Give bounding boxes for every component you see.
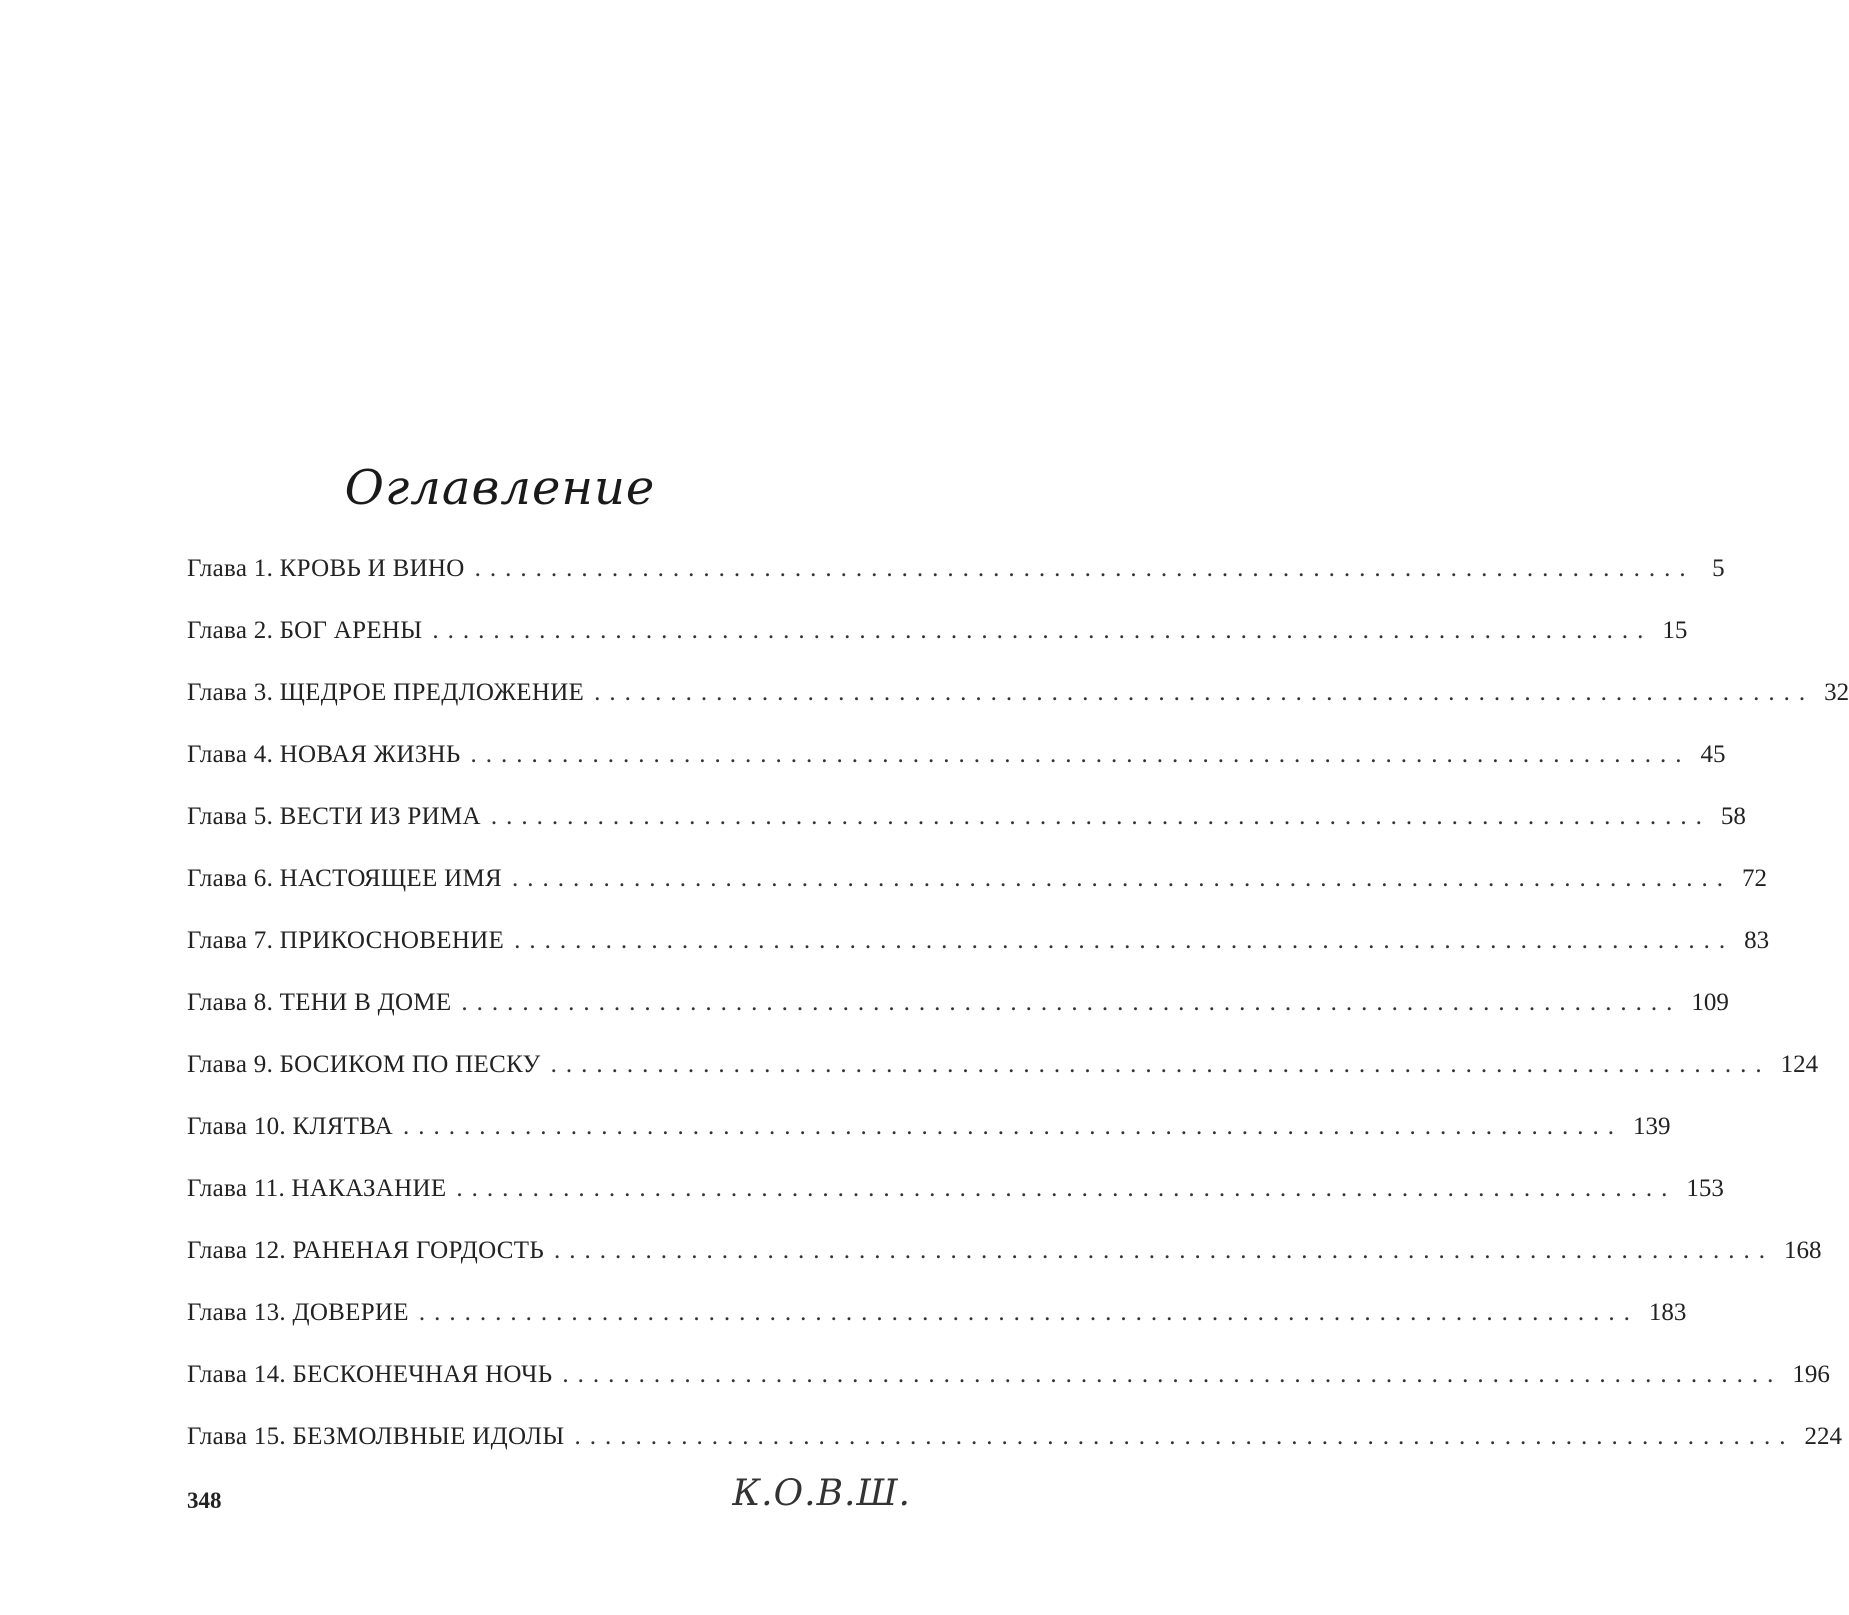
dot-leader: ................................................................................ <box>594 679 1815 706</box>
toc-entry-title: Глава 9. БОСИКОМ ПО ПЕСКУ <box>187 1051 541 1078</box>
toc-entry-page: 32 <box>1824 679 1849 706</box>
toc-entry <box>187 1344 1830 1406</box>
toc-entry-title: Глава 10. КЛЯТВА <box>187 1113 393 1140</box>
toc-entry-title: Глава 12. РАНЕНАЯ ГОРДОСТЬ <box>187 1237 545 1264</box>
toc-entry <box>187 538 1725 600</box>
dot-leader: ................................................................................ <box>418 1299 1639 1326</box>
toc-entry-page: 45 <box>1700 741 1726 768</box>
toc-entry <box>187 1406 1842 1468</box>
toc-entry-title: Глава 1. КРОВЬ И ВИНО <box>187 555 465 582</box>
toc-entry-title: Глава 15. БЕЗМОЛВНЫЕ ИДОЛЫ <box>187 1423 565 1450</box>
toc-entry-title: Глава 7. ПРИКОСНОВЕНИЕ <box>187 927 505 954</box>
toc-entry-page: 83 <box>1744 927 1770 954</box>
dot-leader: ................................................................................ <box>554 1237 1775 1264</box>
toc-entry-page: 109 <box>1691 989 1729 1016</box>
toc-entry <box>187 1282 1687 1344</box>
toc-entry-page: 58 <box>1720 803 1746 830</box>
dot-leader: ................................................................................ <box>456 1175 1677 1202</box>
dot-leader: ................................................................................ <box>511 865 1732 892</box>
toc-entry <box>187 724 1726 786</box>
dot-leader: ................................................................................ <box>470 741 1691 768</box>
dot-leader: ................................................................................ <box>474 555 1695 582</box>
toc-entry-page: 224 <box>1804 1423 1842 1450</box>
toc-entry-title: Глава 11. НАКАЗАНИЕ <box>187 1175 447 1202</box>
toc-entry <box>187 1158 1724 1220</box>
page-title: Оглавление <box>344 460 656 516</box>
toc-entry <box>187 1096 1671 1158</box>
dot-leader: ................................................................................ <box>461 989 1682 1016</box>
dot-leader: ................................................................................ <box>490 803 1711 830</box>
dot-leader: ................................................................................ <box>514 927 1735 954</box>
page-number: 348 <box>187 1488 222 1513</box>
toc-entry-page: 72 <box>1741 865 1767 892</box>
toc-entry <box>187 1034 1819 1096</box>
running-title: К.О.В.Ш. <box>732 1473 911 1514</box>
toc-entry-title: Глава 3. ЩЕДРОЕ ПРЕДЛОЖЕНИЕ <box>187 679 585 706</box>
toc-entry-title: Глава 2. БОГ АРЕНЫ <box>187 617 423 644</box>
toc-entry-page: 168 <box>1784 1237 1822 1264</box>
toc-entry-title: Глава 14. БЕСКОНЕЧНАЯ НОЧЬ <box>187 1361 553 1388</box>
dot-leader: ................................................................................ <box>403 1113 1623 1140</box>
toc-entry-title: Глава 13. ДОВЕРИЕ <box>187 1299 409 1326</box>
toc-entry-page: 153 <box>1686 1175 1724 1202</box>
dot-leader: ................................................................................ <box>432 617 1653 644</box>
toc-entry-page: 124 <box>1780 1051 1819 1078</box>
toc-entry-title: Глава 5. ВЕСТИ ИЗ РИМА <box>187 803 481 830</box>
toc-entry-page: 139 <box>1633 1113 1671 1140</box>
toc-entry-title: Глава 6. НАСТОЯЩЕЕ ИМЯ <box>187 865 502 892</box>
toc-entry <box>187 972 1729 1034</box>
toc-entry-title: Глава 4. НОВАЯ ЖИЗНЬ <box>187 741 461 768</box>
dot-leader: ................................................................................ <box>574 1423 1795 1450</box>
toc-entry-title: Глава 8. ТЕНИ В ДОМЕ <box>187 989 452 1016</box>
toc-entry <box>187 786 1746 848</box>
toc-entry <box>187 910 1770 972</box>
toc-entry-page: 15 <box>1662 617 1688 644</box>
toc-entry-page: 196 <box>1792 1361 1830 1388</box>
toc-entry-page: 5 <box>1712 555 1725 582</box>
dot-leader: ................................................................................ <box>550 1051 1771 1078</box>
toc-entry <box>187 600 1688 662</box>
toc-entry-page: 183 <box>1648 1299 1687 1326</box>
toc-entry <box>187 848 1767 910</box>
toc-entry <box>187 662 1849 724</box>
toc-entry <box>187 1220 1822 1282</box>
dot-leader: ................................................................................ <box>562 1361 1783 1388</box>
table-of-contents <box>187 538 1849 1468</box>
